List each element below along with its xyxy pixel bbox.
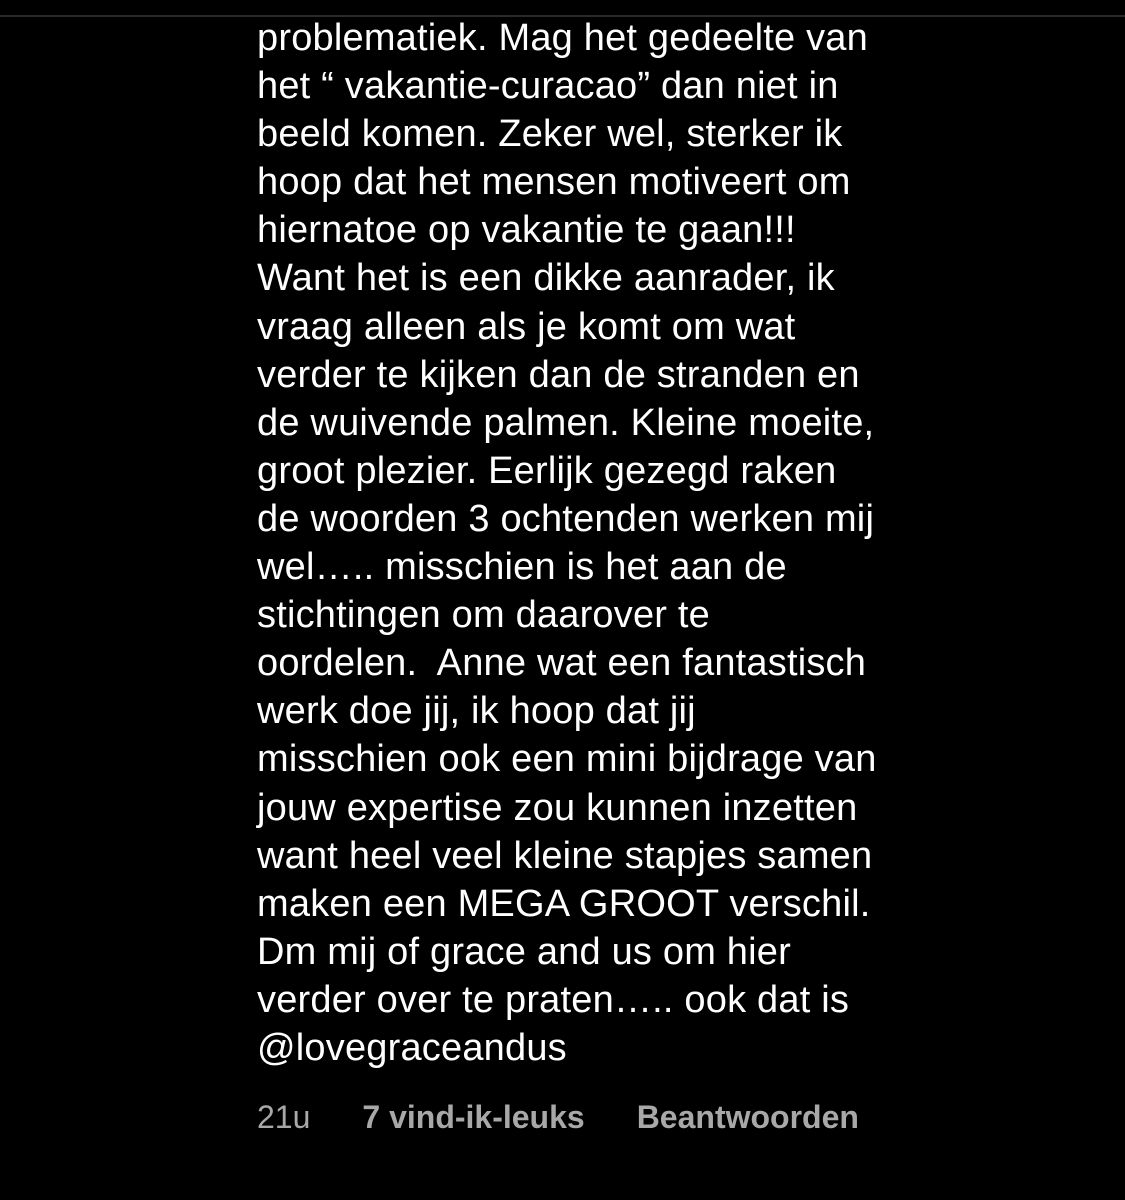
comment-line: Dm mij of grace and us om hier bbox=[257, 930, 791, 973]
comment-line: misschien ook een mini bijdrage van bbox=[257, 738, 877, 781]
comment-line: maken een MEGA GROOT verschil. bbox=[257, 882, 871, 925]
mention-link[interactable]: @lovegraceandus bbox=[257, 1026, 567, 1069]
comment-line: werk doe jij, ik hoop dat jij bbox=[257, 690, 696, 733]
comment-line: verder over te praten….. ook dat is bbox=[257, 978, 850, 1021]
comment-line: problematiek. Mag het gedeelte van bbox=[257, 17, 868, 59]
comment-line: het “ vakantie-curacao” dan niet in bbox=[257, 65, 839, 108]
likes-count-button[interactable]: 7 vind-ik-leuks bbox=[362, 1098, 585, 1135]
comment-line: Want het is een dikke aanrader, ik bbox=[257, 257, 835, 300]
comment-text bbox=[257, 14, 977, 1072]
comment-line: beeld komen. Zeker wel, sterker ik bbox=[257, 113, 843, 156]
comment-line: oordelen. Anne wat een fantastisch bbox=[257, 642, 867, 685]
comment-line: stichtingen om daarover te bbox=[257, 594, 710, 637]
comment-line: hoop dat het mensen motiveert om bbox=[257, 161, 851, 204]
comment-meta bbox=[257, 1096, 859, 1138]
comment-line: verder te kijken dan de stranden en bbox=[257, 353, 860, 396]
comment-line: wel….. misschien is het aan de bbox=[257, 546, 787, 589]
comment-timestamp: 21u bbox=[257, 1098, 311, 1135]
reply-button[interactable]: Beantwoorden bbox=[636, 1098, 859, 1135]
comment-line: want heel veel kleine stapjes samen bbox=[257, 834, 873, 877]
comment-line: groot plezier. Eerlijk gezegd raken bbox=[257, 449, 837, 492]
comment-line: de wuivende palmen. Kleine moeite, bbox=[257, 401, 875, 444]
comment-line: jouw expertise zou kunnen inzetten bbox=[257, 786, 858, 829]
comment-line: vraag alleen als je komt om wat bbox=[257, 305, 796, 348]
comment-line: hiernatoe op vakantie te gaan!!! bbox=[257, 209, 796, 252]
comment-line: de woorden 3 ochtenden werken mij bbox=[257, 497, 875, 540]
